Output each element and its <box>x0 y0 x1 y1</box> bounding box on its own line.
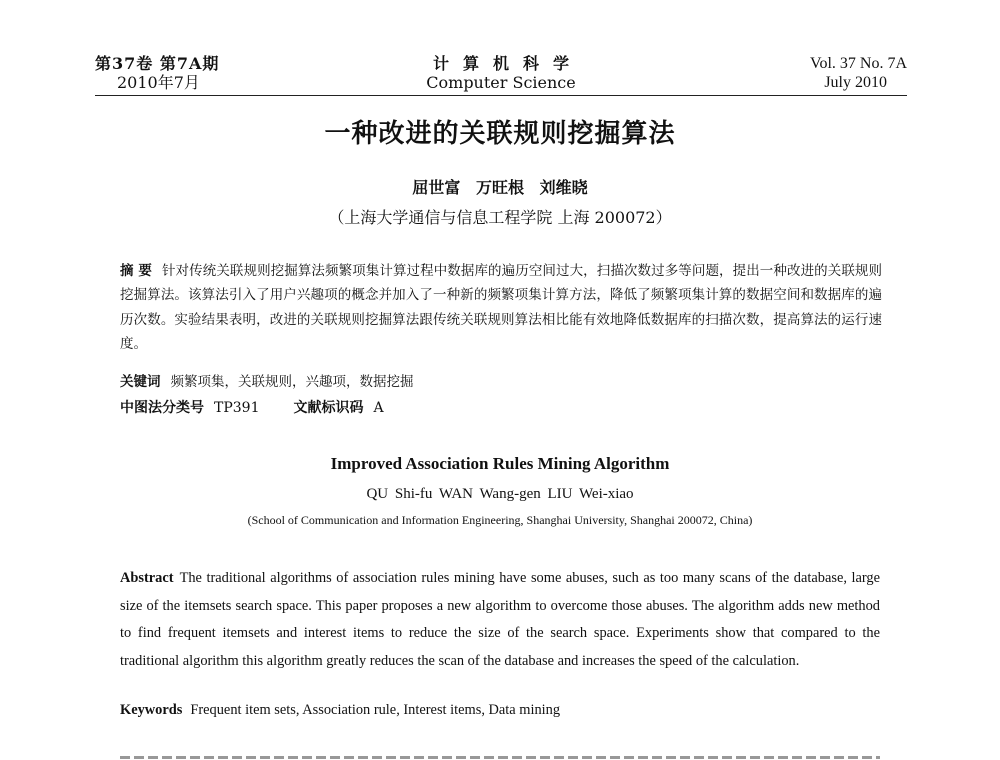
keywords-cn-text: 频繁项集，关联规则，兴趣项，数据挖掘 <box>170 374 414 390</box>
volume-issue: 第37卷 第7A期 <box>95 54 220 73</box>
keywords-cn-label: 关键词 <box>120 374 161 390</box>
doc-code-value: A <box>373 400 384 416</box>
journal-name-en: Computer Science <box>426 73 576 92</box>
abstract-cn-label: 摘 要 <box>120 263 152 279</box>
abstract-en-text: The traditional algorithms of association rules mining have some abuses, such as too many scans of the database, large size of the itemsets search space. This paper proposes a new algorithm to overcome those abuses. The algorithm adds new method to find frequent itemsets and interest items to reduce the size of the search space. Experiments show that compared to the traditional algorithm this algorithm greatly reduces the scan of the database and increases the speed of the calculation. <box>120 570 880 670</box>
journal-volume-info-en <box>810 54 907 92</box>
issue-date-cn: 2010年7月 <box>117 73 200 92</box>
volume-issue-en: Vol. 37 No. 7A <box>809 55 907 72</box>
journal-name-cn: 计算机科学 <box>432 54 583 73</box>
affiliation-cn: （上海大学通信与信息工程学院 上海 200072） <box>328 208 672 227</box>
journal-header <box>95 54 907 96</box>
paper-title-cn: 一种改进的关联规则挖掘算法 <box>324 119 676 149</box>
clc-label: 中图法分类号 <box>120 400 204 416</box>
journal-name <box>95 54 907 92</box>
keywords-cn <box>120 370 414 390</box>
keywords-en-text: Frequent item sets, Association rule, Interest items, Data mining <box>190 702 561 718</box>
keywords-en-label: Keywords <box>120 702 183 718</box>
keywords-en <box>120 702 560 719</box>
authors-cn: 屈世富 万旺根 刘维晓 <box>412 178 588 197</box>
authors-en: QU Shi-fu WAN Wang-gen LIU Wei-xiao <box>366 486 634 502</box>
clc-value: TP391 <box>214 400 260 416</box>
classification-line <box>120 397 384 417</box>
abstract-cn <box>120 259 882 356</box>
abstract-en <box>120 565 880 676</box>
body-text-cutoff <box>120 752 880 760</box>
paper-title-en: Improved Association Rules Mining Algorithm <box>330 454 670 473</box>
issue-date-en: July 2010 <box>824 74 887 91</box>
abstract-en-label: Abstract <box>120 570 174 586</box>
header-rule <box>95 95 907 96</box>
affiliation-en: (School of Communication and Information Engineering, Shanghai University, Shanghai 200072, China) <box>247 513 753 527</box>
abstract-cn-text: 针对传统关联规则挖掘算法频繁项集计算过程中数据库的遍历空间过大，扫描次数过多等问题，提出一种改进的关联规则挖掘算法。该算法引入了用户兴趣项的概念并加入了一种新的频繁项集计算方法，降低了频繁项集计算的数据空间和数据库的遍历次数。实验结果表明，改进的关联规则挖掘算法跟传统关联规则算法相比能有效地降低数据库的扫描次数，提高算法的运行速度。 <box>120 263 883 352</box>
doc-code-label: 文献标识码 <box>293 400 364 416</box>
